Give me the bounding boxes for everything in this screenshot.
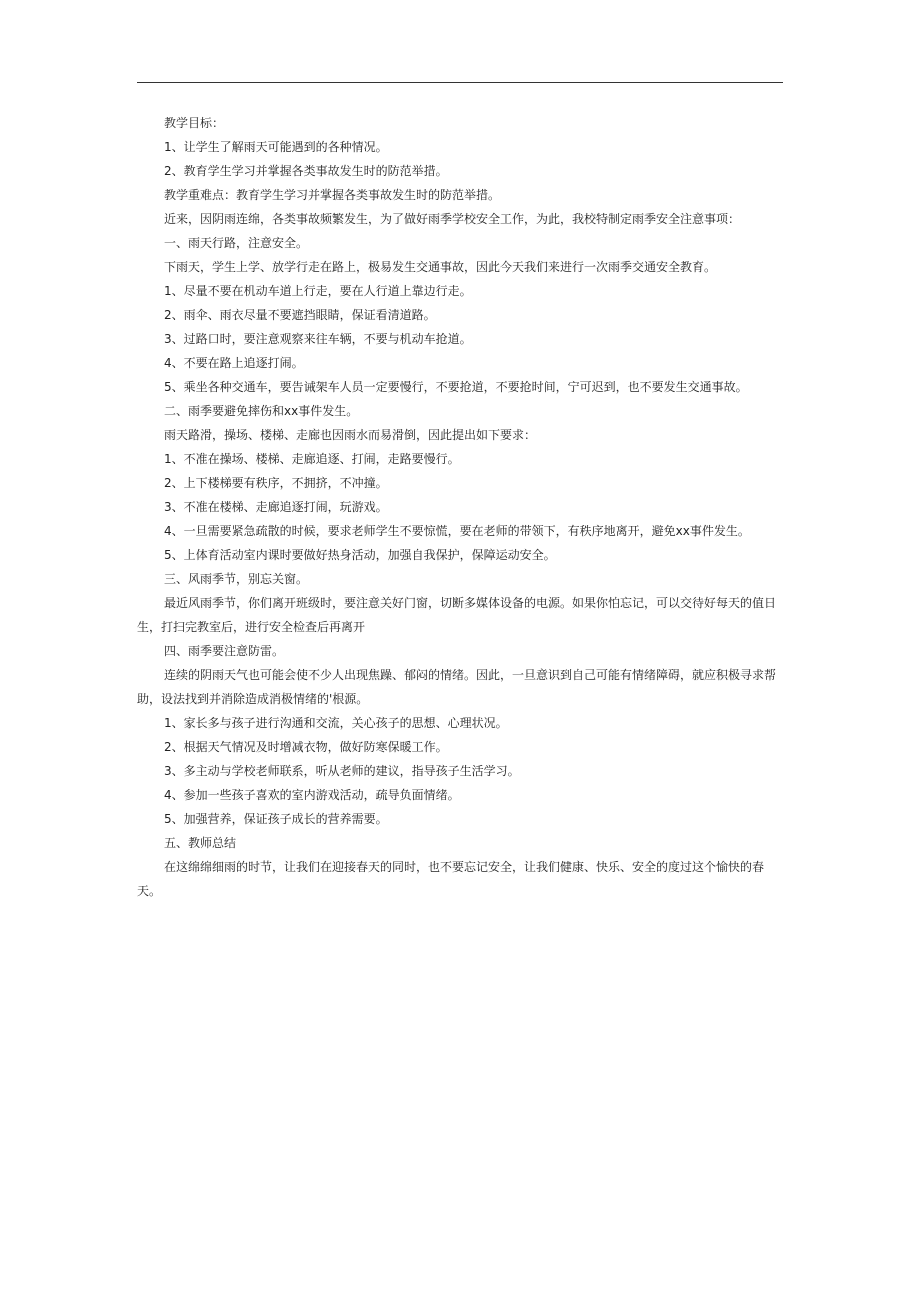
paragraph: 4、不要在路上追逐打闹。	[164, 356, 304, 370]
paragraph: 1、不准在操场、楼梯、走廊追逐、打闹，走路要慢行。	[164, 452, 460, 466]
paragraph: 1、尽量不要在机动车道上行走，要在人行道上靠边行走。	[164, 284, 472, 298]
paragraph: 三、风雨季节，别忘关窗。	[164, 572, 309, 586]
paragraph: 教学目标：	[164, 116, 225, 130]
paragraph: 四、雨季要注意防雷。	[164, 644, 285, 658]
paragraph: 5、上体育活动室内课时要做好热身活动，加强自我保护，保障运动安全。	[164, 548, 556, 562]
paragraph: 1、家长多与孩子进行沟通和交流，关心孩子的思想、心理状况。	[164, 716, 508, 730]
paragraph: 教学重难点：教育学生学习并掌握各类事故发生时的防范举措。	[164, 188, 501, 202]
paragraph: 1、让学生了解雨天可能遇到的各种情况。	[164, 140, 388, 154]
paragraph: 4、参加一些孩子喜欢的室内游戏活动，疏导负面情绪。	[164, 788, 460, 802]
document-body	[137, 111, 783, 903]
paragraph: 连续的阴雨天气也可能会使不少人出现焦躁、郁闷的情绪。因此，一旦意识到自己可能有情绪障碍，就应积极寻求帮助，设法找到并消除造成消极情绪的'根源。	[137, 668, 777, 706]
paragraph: 近来，因阴雨连绵，各类事故频繁发生，为了做好雨季学校安全工作，为此，我校特制定雨季安全注意事项：	[164, 212, 741, 226]
paragraph: 5、乘坐各种交通车，要告诫架车人员一定要慢行，不要抢道，不要抢时间，宁可迟到，也不要发生交通事故。	[164, 380, 748, 394]
paragraph: 最近风雨季节，你们离开班级时，要注意关好门窗，切断多媒体设备的电源。如果你怕忘记，可以交待好每天的值日生，打扫完教室后，进行安全检查后再离开	[137, 596, 777, 634]
paragraph: 5、加强营养，保证孩子成长的营养需要。	[164, 812, 388, 826]
paragraph: 一、雨天行路，注意安全。	[164, 236, 309, 250]
paragraph: 2、雨伞、雨衣尽量不要遮挡眼睛，保证看清道路。	[164, 308, 436, 322]
paragraph: 雨天路滑，操场、楼梯、走廊也因雨水而易滑倒，因此提出如下要求：	[164, 428, 537, 442]
paragraph: 在这绵绵细雨的时节，让我们在迎接春天的同时，也不要忘记安全，让我们健康、快乐、安全的度过这个愉快的春天。	[137, 860, 765, 898]
paragraph: 二、雨季要避免摔伤和xx事件发生。	[164, 404, 359, 418]
paragraph: 下雨天，学生上学、放学行走在路上，极易发生交通事故，因此今天我们来进行一次雨季交通安全教育。	[164, 260, 717, 274]
paragraph: 3、不准在楼梯、走廊追逐打闹，玩游戏。	[164, 500, 388, 514]
paragraph: 2、上下楼梯要有秩序，不拥挤，不冲撞。	[164, 476, 388, 490]
paragraph: 3、过路口时，要注意观察来往车辆，不要与机动车抢道。	[164, 332, 472, 346]
paragraph: 五、教师总结	[164, 836, 237, 850]
paragraph: 2、教育学生学习并掌握各类事故发生时的防范举措。	[164, 164, 448, 178]
paragraph: 4、一旦需要紧急疏散的时候，要求老师学生不要惊慌，要在老师的带领下，有秩序地离开，避免xx事件发生。	[164, 524, 750, 538]
paragraph: 3、多主动与学校老师联系，听从老师的建议，指导孩子生活学习。	[164, 764, 520, 778]
paragraph: 2、根据天气情况及时增减衣物，做好防寒保暖工作。	[164, 740, 448, 754]
header-rule	[137, 82, 783, 83]
